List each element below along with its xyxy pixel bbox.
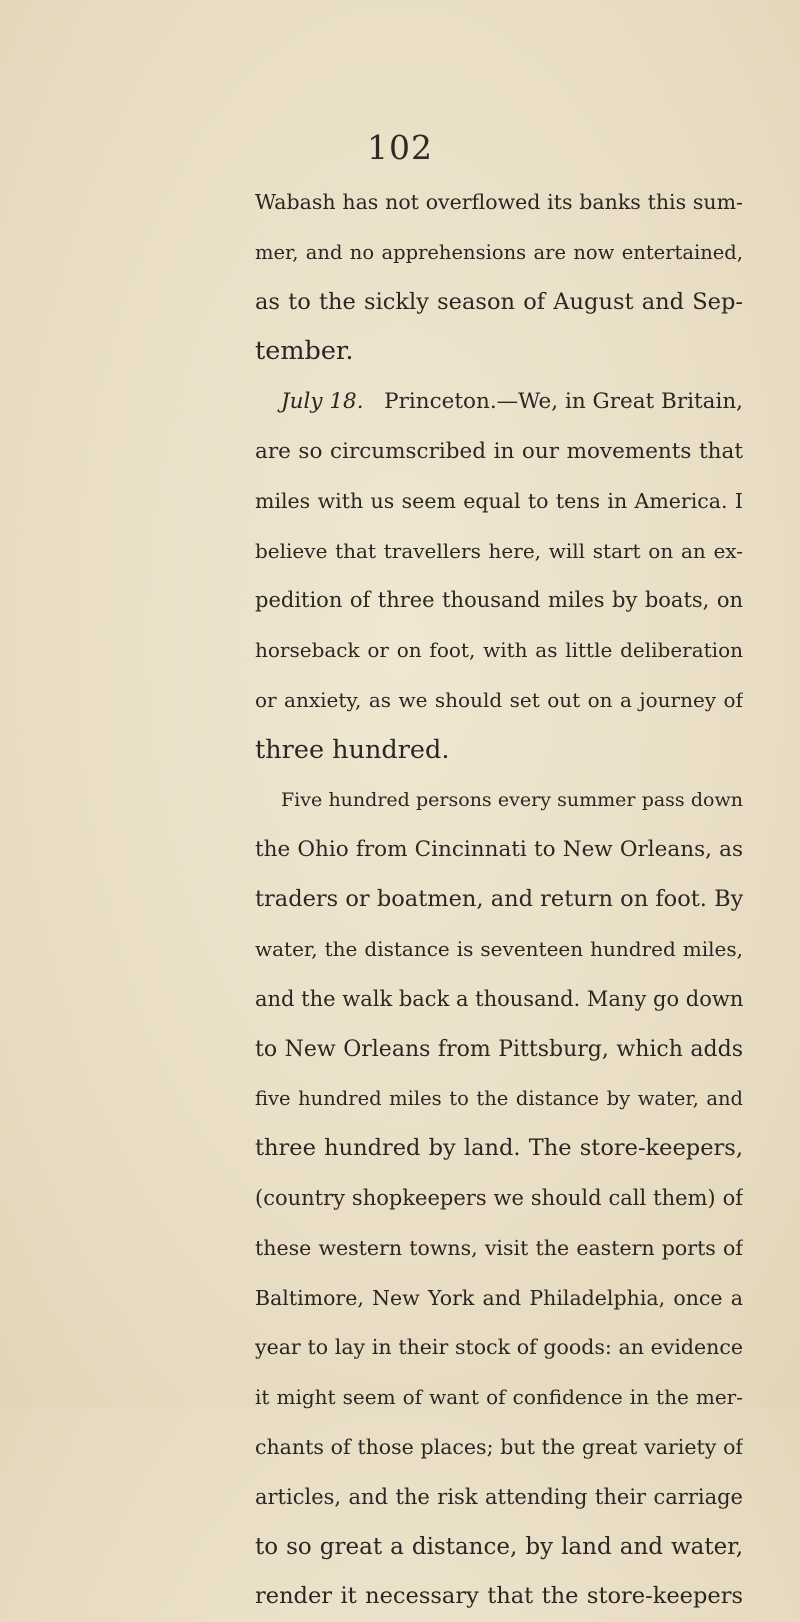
text-line: to so great a distance, by land and water, <box>255 1533 743 1560</box>
text-line: pedition of three thousand miles by boats, on <box>255 588 743 613</box>
text-line: believe that travellers here, will start on an ex- <box>255 538 743 563</box>
page-number: 102 <box>367 128 433 167</box>
text-line: (country shopkeepers we should call them) of <box>255 1185 743 1210</box>
text-line: miles with us seem equal to tens in America. I <box>255 488 743 513</box>
text-line: as to the sickly season of August and Sep- <box>255 288 743 315</box>
text-line: year to lay in their stock of goods: an evidence <box>255 1335 743 1360</box>
text-line: water, the distance is seventeen hundred miles, <box>255 936 743 961</box>
entry-date: July 18. <box>281 389 364 415</box>
text-line: articles, and the risk attending their carriage <box>255 1484 743 1509</box>
text-line: horseback or on foot, with as little deliberation <box>255 638 743 663</box>
text-line: tember. <box>255 336 354 367</box>
text-line: mer, and no apprehensions are now entertained, <box>255 240 743 264</box>
text-line-dated <box>255 377 743 427</box>
text-line: Wabash has not overflowed its banks this sum- <box>255 190 743 214</box>
text-line: five hundred miles to the distance by water, and <box>255 1087 743 1111</box>
text-line: to New Orleans from Pittsburg, which adds <box>255 1036 743 1062</box>
text-line: the Ohio from Cincinnati to New Orleans, as <box>255 837 743 863</box>
text-line: are so circumscribed in our movements that <box>255 438 743 464</box>
text-line: and the walk back a thousand. Many go down <box>255 986 743 1011</box>
entry-place: Princeton.—We, in Great Britain, <box>384 389 743 415</box>
text-line: or anxiety, as we should set out on a journey of <box>255 687 743 712</box>
text-line: Baltimore, New York and Philadelphia, once a <box>255 1285 743 1310</box>
text-line: these western towns, visit the eastern ports of <box>255 1235 743 1260</box>
text-line: traders or boatmen, and return on foot. By <box>255 886 743 913</box>
text-line: chants of those places; but the great variety of <box>255 1434 743 1459</box>
text-line: three hundred by land. The store-keepers, <box>255 1135 743 1162</box>
body-text <box>255 178 743 1622</box>
text-line: render it necessary that the store-keepers <box>255 1583 743 1610</box>
text-line: three hundred. <box>255 734 450 765</box>
text-line: Five hundred persons every summer pass down <box>281 788 743 811</box>
text-line: it might seem of want of confidence in the mer- <box>255 1385 743 1410</box>
